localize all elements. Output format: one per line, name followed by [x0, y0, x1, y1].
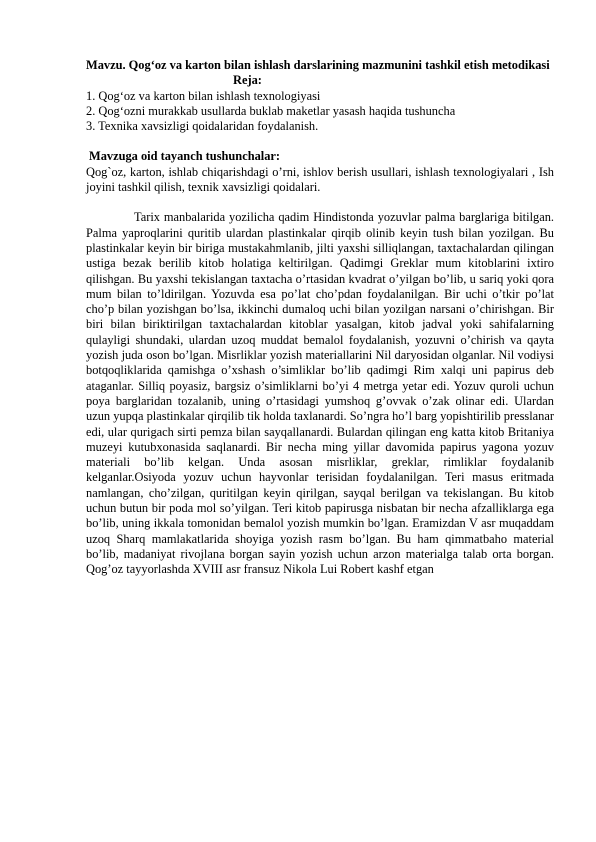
spacer — [86, 134, 554, 149]
plan-item: 1. Qog‘oz va karton bilan ishlash texnologiyasi — [86, 88, 321, 103]
document-page — [86, 58, 554, 578]
document-title: Mavzu. Qog‘oz va karton bilan ishlash darslarining mazmunini tashkil etish metodikasi — [86, 58, 550, 72]
plan-heading: Reja: — [233, 73, 262, 88]
concepts-heading: Mavzuga oid tayanch tushunchalar: — [89, 149, 281, 164]
body-paragraph: Tarix manbalarida yozilicha qadim Hindistonda yozuvlar palma barglariga bitilgan. Palma yaproqlarini quritib ulardan plastinkalar qirqib olinib keyin tush bilan yozilgan. Bu plastinkalar keyin bir biriga mustakahmlanib, jilti yaxshi silliqlangan, taxtachalardan qilingan ustiga bezak berilib kitob holatiga keltirilgan. Qadimgi Greklar mum kitoblarini ixtiro qilishgan. Bu yaxshi tekislangan taxtacha o’rtasidan kvadrat o’yilgan bo’lib, u sariq yoki qora mum bilan to’ldirilgan. Yozuvda esa po’lat cho’pdan foydalanilgan. Bir uchi o’tkir po’lat cho’p bilan yozishgan bo’lsa, ikkinchi dumaloq uchi bilan yozilgan narsani o’chirishgan. Bir biri bilan biriktirilgan taxtachalardan kitoblar yasalgan, kitob jadval yoki sahifalarning qulayligi shundaki, ulardan uzoq muddat bemalol foydalanish, yozuvni o’chirish va qayta yozish juda oson bo’lgan. Misrliklar yozish materiallarini Nil daryosidan olganlar. Nil vodiysi botqoqliklarida qamishga o’xshash o’simliklar bo’lib qadimgi Rim xalqi uni papirus deb ataganlar. Silliq poyasiz, bargsiz o’simliklarni bo’yi 4 metrga yetar edi. Yozuv quroli uchun poya barglaridan tozalanib, uning o’rtasidagi yumshoq g’ovvak o’zak olinar edi. Ulardan uzun yupqa plastinkalar qirqilib tik holda taxlanardi. So’ngra ho’l barg yopishtirilib presslanar edi, ular qurigach sirti pemza bilan sayqallanardi. Bulardan qilingan eng katta kitob Britaniya muzeyi kutubxonasida saqlanardi. Bir necha ming yillar davomida papirus yagona yozuv materiali bo’lib kelgan. Unda asosan misrliklar, greklar, rimliklar foydalanib kelganlar.Osiyoda yozuv uchun hayvonlar terisidan foydalanilgan. Teri masus eritmada namlangan, cho’zilgan, quritilgan keyin qirilgan, sayqal berilgan va tekislangan. Bu kitob uchun butun bir poda mol so’yilgan. Teri kitob papirusga nisbatan bir necha afzalliklarga ega bo’lib, uning ikkala tomonidan bemalol yozish mumkin bo’lgan. Eramizdan V asr muqaddam uzoq Sharq mamlakatlarida shoyiga yozish rasm bo’lgan. Bu ham qimmatbaho material bo’lib, madaniyat rivojlana borgan sayin yozish uchun arzon materialga talab orta borgan. Qog’oz tayyorlashda XVIII asr fransuz Nikola Lui Robert kashf etgan — [86, 210, 554, 577]
plan-item: 3. Texnika xavsizligi qoidalaridan foydalanish. — [86, 119, 319, 134]
plan-list — [86, 89, 554, 135]
plan-item: 2. Qog‘ozni murakkab usullarda buklab maketlar yasash haqida tushuncha — [86, 103, 456, 118]
spacer — [86, 195, 554, 210]
concepts-paragraph: Qog`oz, karton, ishlab chiqarishdagi o’rni, ishlov berish usullari, ishlash texnologiyalari , Ish joyini tashkil qilish, texnik xavsizligi qoidalari. — [86, 164, 554, 195]
